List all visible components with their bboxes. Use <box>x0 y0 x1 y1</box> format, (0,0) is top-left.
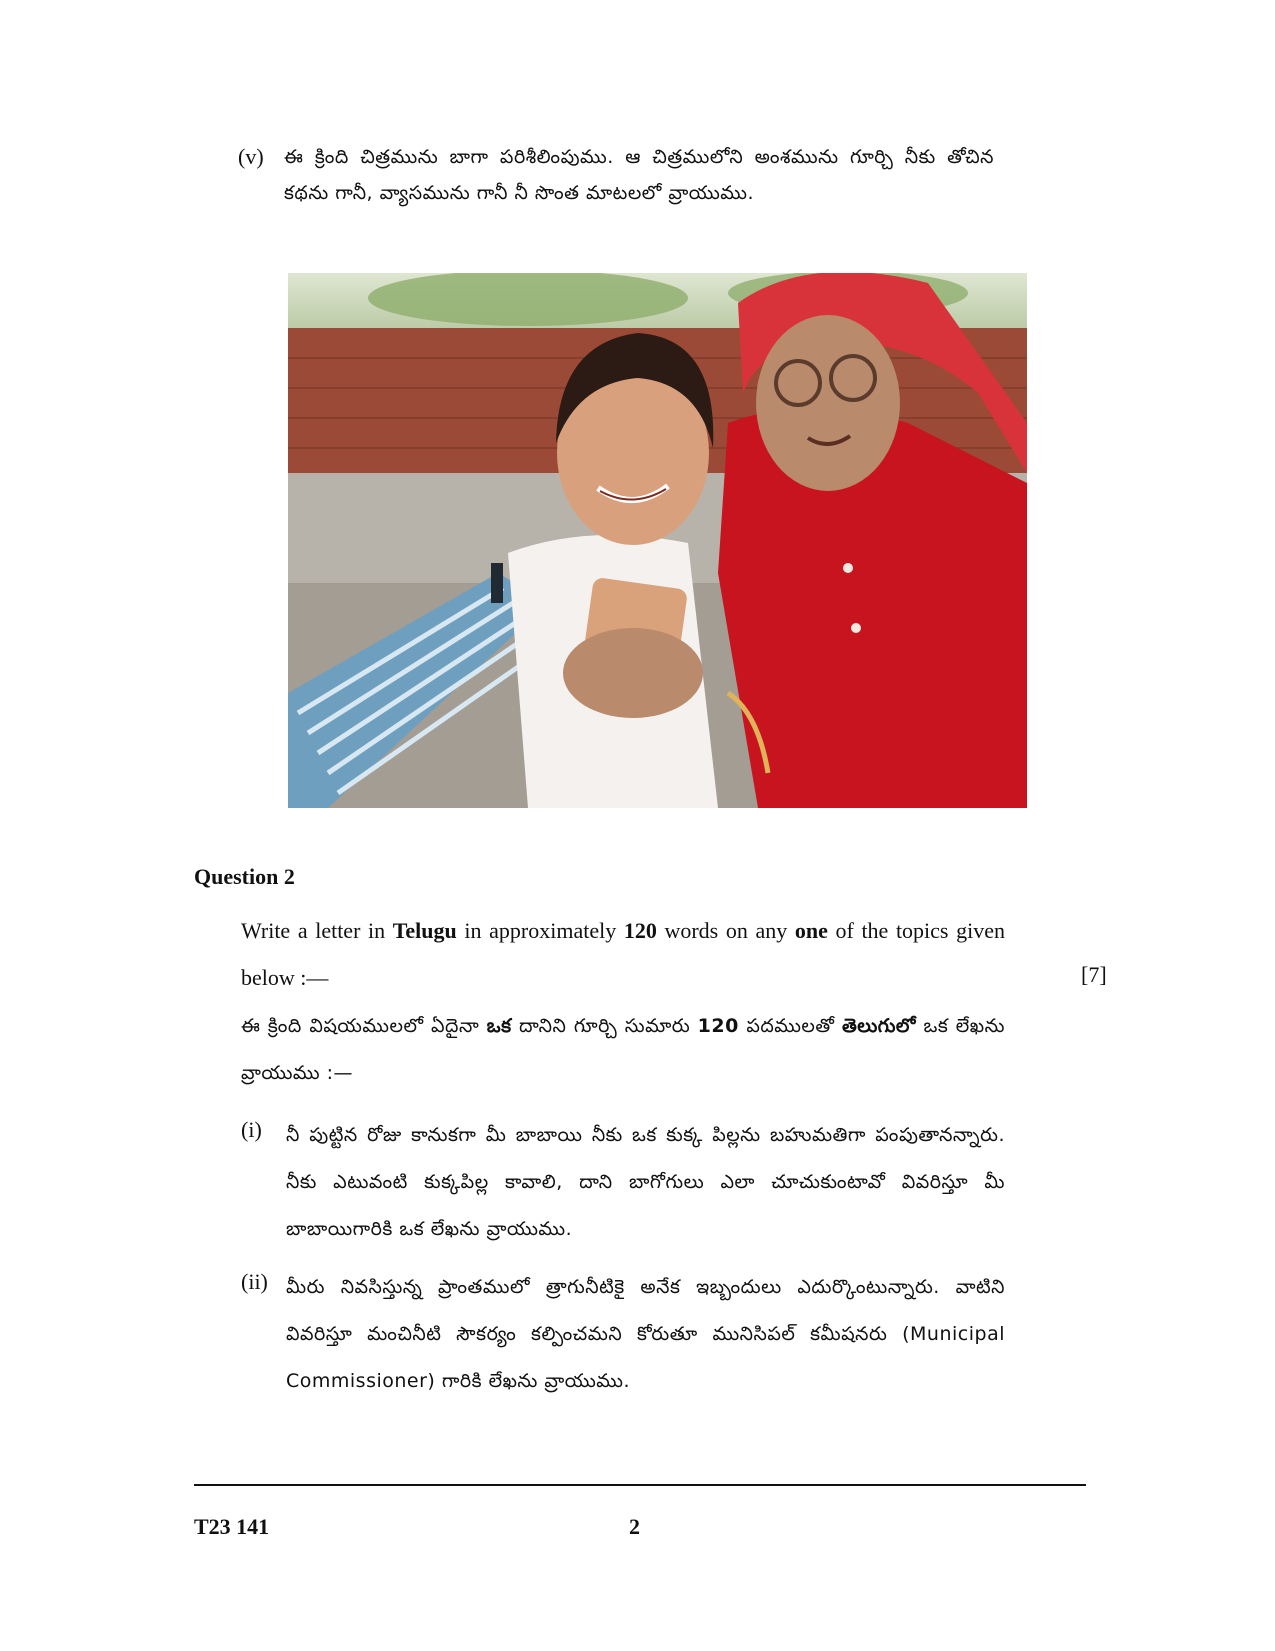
q2-en-part: words on any <box>656 918 795 943</box>
footer-paper-code: T23 141 <box>194 1514 270 1539</box>
q2-en-part: of the topics given below :— <box>241 918 1005 990</box>
marks-badge: [7] <box>1081 962 1107 987</box>
q2-en-bold-count: 120 <box>623 918 657 943</box>
q2-te-part: ఒక లేఖను వ్రాయుము :— <box>241 1015 1005 1084</box>
topic-ii-text: మీరు నివసిస్తున్న ప్రాంతములో త్రాగునీటికై అనేక ఇబ్బందులు ఎదుర్కొంటున్నారు. వాటిని వివరిస్తూ మంచినీటి సౌకర్యం కల్పించమని కోరుతూ మునిసిపల్ కమీషనరు (Municipal Commissioner) గారికి లేఖను వ్రాయుము. <box>286 1276 1005 1392</box>
q2-te-bold-count: 120 <box>697 1015 739 1037</box>
q2-te-bold: ఒక <box>486 1015 512 1037</box>
q2-te-part: ఈ క్రింది విషయములలో ఏదైనా <box>241 1015 487 1037</box>
q2-te-part: దానిని గూర్చి సుమారు <box>511 1015 698 1037</box>
q2-en-bold-telugu: Telugu <box>392 918 457 943</box>
q2-te-bold: తెలుగులో <box>841 1015 916 1037</box>
q2-en-bold-one: one <box>794 918 828 943</box>
item-v-text: ఈ క్రింది చిత్రమును బాగా పరిశీలింపుము. ఆ చిత్రములోని అంశమును గూర్చి నీకు తోచిన కథను గానీ, వ్యాసమును గానీ నీ సొంత మాటలలో వ్రాయుము. <box>284 146 994 204</box>
q2-telugu-instruction <box>241 1003 1005 1097</box>
photo-grandmother-girl-phone <box>288 273 1027 808</box>
q2-en-part: in approximately <box>456 918 624 943</box>
q2-english-instruction <box>241 907 1005 1001</box>
topic-i-number: (i) <box>241 1117 262 1142</box>
footer-page-number: 2 <box>629 1514 640 1539</box>
footer-divider <box>194 1484 1086 1486</box>
question-heading: Question 2 <box>194 864 295 889</box>
item-v-number: (v) <box>238 144 264 169</box>
topic-ii-number: (ii) <box>241 1269 268 1294</box>
q2-en-part: Write a letter in <box>241 918 393 943</box>
topic-i-text: నీ పుట్టిన రోజు కానుకగా మీ బాబాయి నీకు ఒక కుక్క పిల్లను బహుమతిగా పంపుతానన్నారు. నీకు ఎటువంటి కుక్కపిల్ల కావాలి, దాని బాగోగులు ఎలా చూచుకుంటావో వివరిస్తూ మీ బాబాయిగారికి ఒక లేఖను వ్రాయుము. <box>286 1124 1005 1240</box>
photo-illustration <box>288 273 1027 808</box>
q2-te-part: పదములతో <box>738 1015 842 1037</box>
